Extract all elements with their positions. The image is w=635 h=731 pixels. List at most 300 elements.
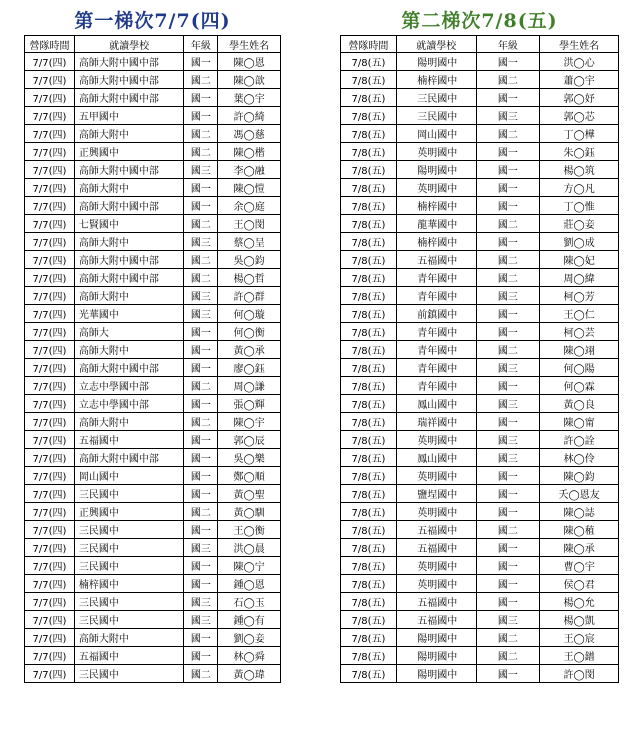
grade-cell: 國一	[476, 323, 540, 341]
table-row	[341, 179, 619, 197]
student-name-cell: 黃◯瑋	[218, 665, 281, 683]
school-cell: 正興國中	[74, 143, 184, 161]
grade-cell: 國一	[476, 665, 540, 683]
header-camp-time: 營隊時間	[341, 36, 397, 53]
school-cell: 高師大附中	[74, 629, 184, 647]
school-cell: 陽明國中	[396, 665, 476, 683]
table-row	[341, 521, 619, 539]
school-cell: 青年國中	[396, 323, 476, 341]
grade-cell: 國三	[184, 305, 218, 323]
school-cell: 高師大附中國中部	[74, 53, 184, 71]
school-cell: 高師大	[74, 323, 184, 341]
camp-time-cell: 7/7(四)	[25, 611, 75, 629]
camp-time-cell: 7/7(四)	[25, 521, 75, 539]
header-camp-time: 營隊時間	[25, 36, 75, 53]
camp-time-cell: 7/8(五)	[341, 269, 397, 287]
camp-time-cell: 7/7(四)	[25, 143, 75, 161]
school-cell: 鹽埕國中	[396, 485, 476, 503]
table-row	[341, 269, 619, 287]
student-name-cell: 陳◯歆	[218, 71, 281, 89]
school-cell: 青年國中	[396, 341, 476, 359]
school-cell: 高師大附中	[74, 287, 184, 305]
school-cell: 英明國中	[396, 467, 476, 485]
grade-cell: 國二	[184, 269, 218, 287]
table-row	[25, 71, 281, 89]
header-grade: 年級	[184, 36, 218, 53]
grade-cell: 國一	[476, 467, 540, 485]
camp-time-cell: 7/8(五)	[341, 107, 397, 125]
table-row	[341, 71, 619, 89]
grade-cell: 國二	[476, 521, 540, 539]
school-cell: 高師大附中國中部	[74, 161, 184, 179]
camp-time-cell: 7/7(四)	[25, 629, 75, 647]
student-name-cell: 林◯伶	[540, 449, 619, 467]
school-cell: 五福國中	[396, 539, 476, 557]
camp-time-cell: 7/8(五)	[341, 359, 397, 377]
camp-time-cell: 7/8(五)	[341, 395, 397, 413]
table-row	[341, 143, 619, 161]
table-row	[341, 197, 619, 215]
student-name-cell: 陳◯宇	[218, 413, 281, 431]
school-cell: 三民國中	[396, 89, 476, 107]
student-name-cell: 劉◯成	[540, 233, 619, 251]
grade-cell: 國一	[184, 467, 218, 485]
school-cell: 陽明國中	[396, 161, 476, 179]
student-name-cell: 馮◯慈	[218, 125, 281, 143]
school-cell: 三民國中	[74, 593, 184, 611]
school-cell: 三民國中	[74, 485, 184, 503]
student-name-cell: 王◯閔	[218, 215, 281, 233]
table-row	[25, 539, 281, 557]
student-name-cell: 張◯輝	[218, 395, 281, 413]
school-cell: 英明國中	[396, 431, 476, 449]
student-name-cell: 石◯玉	[218, 593, 281, 611]
grade-cell: 國二	[476, 269, 540, 287]
student-name-cell: 周◯緯	[540, 269, 619, 287]
table-row	[25, 431, 281, 449]
student-name-cell: 王◯宸	[540, 629, 619, 647]
student-name-cell: 丁◯惟	[540, 197, 619, 215]
table-row	[341, 233, 619, 251]
school-cell: 高師大附中國中部	[74, 251, 184, 269]
camp-time-cell: 7/7(四)	[25, 233, 75, 251]
camp-time-cell: 7/7(四)	[25, 89, 75, 107]
table-row	[341, 251, 619, 269]
grade-cell: 國三	[476, 395, 540, 413]
camp-time-cell: 7/8(五)	[341, 305, 397, 323]
header-school: 就讀學校	[74, 36, 184, 53]
camp-time-cell: 7/8(五)	[341, 341, 397, 359]
grade-cell: 國二	[476, 251, 540, 269]
school-cell: 五福國中	[396, 611, 476, 629]
camp-time-cell: 7/7(四)	[25, 161, 75, 179]
table-row	[341, 89, 619, 107]
grade-cell: 國一	[184, 323, 218, 341]
grade-cell: 國一	[476, 413, 540, 431]
camp-time-cell: 7/8(五)	[341, 629, 397, 647]
camp-time-cell: 7/7(四)	[25, 539, 75, 557]
table-row	[341, 467, 619, 485]
table-row	[341, 341, 619, 359]
camp-time-cell: 7/7(四)	[25, 305, 75, 323]
table-row	[341, 575, 619, 593]
school-cell: 高師大附中國中部	[74, 71, 184, 89]
school-cell: 岡山國中	[74, 467, 184, 485]
school-cell: 前鎮國中	[396, 305, 476, 323]
table-row	[25, 377, 281, 395]
school-cell: 陽明國中	[396, 53, 476, 71]
table-row	[341, 395, 619, 413]
grade-cell: 國三	[184, 233, 218, 251]
camp-time-cell: 7/7(四)	[25, 215, 75, 233]
camp-time-cell: 7/8(五)	[341, 539, 397, 557]
camp-time-cell: 7/8(五)	[341, 377, 397, 395]
student-name-cell: 黃◯良	[540, 395, 619, 413]
student-name-cell: 柯◯芸	[540, 323, 619, 341]
student-name-cell: 夭◯恩友	[540, 485, 619, 503]
camp-time-cell: 7/7(四)	[25, 287, 75, 305]
table-row	[25, 521, 281, 539]
student-name-cell: 李◯融	[218, 161, 281, 179]
table-row	[341, 305, 619, 323]
camp-time-cell: 7/8(五)	[341, 665, 397, 683]
grade-cell: 國二	[184, 71, 218, 89]
table-row	[341, 503, 619, 521]
grade-cell: 國一	[184, 179, 218, 197]
table-row	[25, 665, 281, 683]
camp-time-cell: 7/8(五)	[341, 125, 397, 143]
header-school: 就讀學校	[396, 36, 476, 53]
school-cell: 五福國中	[396, 593, 476, 611]
header-grade: 年級	[476, 36, 540, 53]
student-name-cell: 陳◯愷	[218, 179, 281, 197]
table-row	[341, 125, 619, 143]
camp-time-cell: 7/8(五)	[341, 323, 397, 341]
table-row	[341, 629, 619, 647]
school-cell: 三民國中	[74, 521, 184, 539]
school-cell: 五福國中	[74, 431, 184, 449]
table-row	[25, 503, 281, 521]
school-cell: 高師大附中	[74, 179, 184, 197]
student-name-cell: 莊◯妾	[540, 215, 619, 233]
table-row	[25, 611, 281, 629]
grade-cell: 國二	[184, 125, 218, 143]
batch-2-section	[340, 8, 619, 683]
camp-time-cell: 7/8(五)	[341, 485, 397, 503]
table-row	[25, 629, 281, 647]
student-name-cell: 陳◯稙	[540, 521, 619, 539]
grade-cell: 國一	[476, 575, 540, 593]
student-name-cell: 陳◯鈞	[540, 467, 619, 485]
batch-2-table	[340, 35, 619, 683]
table-header-row	[341, 36, 619, 53]
school-cell: 英明國中	[396, 503, 476, 521]
grade-cell: 國一	[184, 197, 218, 215]
student-name-cell: 侯◯君	[540, 575, 619, 593]
grade-cell: 國三	[476, 611, 540, 629]
camp-time-cell: 7/7(四)	[25, 485, 75, 503]
table-row	[341, 53, 619, 71]
camp-time-cell: 7/7(四)	[25, 377, 75, 395]
table-row	[25, 197, 281, 215]
batch-1-table	[24, 35, 281, 683]
student-name-cell: 黃◯聖	[218, 485, 281, 503]
student-name-cell: 王◯仁	[540, 305, 619, 323]
school-cell: 高師大附中	[74, 125, 184, 143]
grade-cell: 國一	[184, 575, 218, 593]
batch-2-title: 第二梯次7/8(五)	[401, 10, 558, 32]
school-cell: 光華國中	[74, 305, 184, 323]
table-row	[25, 557, 281, 575]
grade-cell: 國一	[476, 593, 540, 611]
school-cell: 青年國中	[396, 359, 476, 377]
grade-cell: 國一	[476, 503, 540, 521]
camp-time-cell: 7/8(五)	[341, 449, 397, 467]
school-cell: 英明國中	[396, 179, 476, 197]
grade-cell: 國二	[184, 665, 218, 683]
camp-time-cell: 7/8(五)	[341, 593, 397, 611]
grade-cell: 國三	[184, 539, 218, 557]
table-row	[341, 161, 619, 179]
student-name-cell: 黃◯承	[218, 341, 281, 359]
student-name-cell: 洪◯晨	[218, 539, 281, 557]
student-name-cell: 許◯群	[218, 287, 281, 305]
table-header-row	[25, 36, 281, 53]
camp-time-cell: 7/8(五)	[341, 71, 397, 89]
school-cell: 楠梓國中	[74, 575, 184, 593]
camp-time-cell: 7/8(五)	[341, 575, 397, 593]
camp-time-cell: 7/8(五)	[341, 431, 397, 449]
table-row	[25, 575, 281, 593]
camp-time-cell: 7/7(四)	[25, 125, 75, 143]
camp-time-cell: 7/8(五)	[341, 143, 397, 161]
student-name-cell: 王◯鐠	[540, 647, 619, 665]
student-name-cell: 陳◯恩	[218, 53, 281, 71]
camp-time-cell: 7/7(四)	[25, 179, 75, 197]
grade-cell: 國一	[184, 395, 218, 413]
table-row	[341, 287, 619, 305]
student-name-cell: 許◯詮	[540, 431, 619, 449]
school-cell: 七賢國中	[74, 215, 184, 233]
grade-cell: 國一	[476, 485, 540, 503]
grade-cell: 國二	[476, 215, 540, 233]
camp-time-cell: 7/8(五)	[341, 233, 397, 251]
student-name-cell: 陳◯甯	[540, 413, 619, 431]
camp-time-cell: 7/7(四)	[25, 503, 75, 521]
table-row	[341, 485, 619, 503]
school-cell: 三民國中	[74, 611, 184, 629]
student-name-cell: 蔡◯呈	[218, 233, 281, 251]
grade-cell: 國二	[476, 629, 540, 647]
batch-1-section	[24, 8, 281, 683]
camp-time-cell: 7/8(五)	[341, 197, 397, 215]
table-row	[25, 395, 281, 413]
school-cell: 正興國中	[74, 503, 184, 521]
grade-cell: 國三	[476, 287, 540, 305]
table-row	[25, 341, 281, 359]
camp-time-cell: 7/7(四)	[25, 665, 75, 683]
student-name-cell: 陳◯妃	[540, 251, 619, 269]
camp-time-cell: 7/8(五)	[341, 161, 397, 179]
grade-cell: 國一	[184, 449, 218, 467]
student-name-cell: 洪◯心	[540, 53, 619, 71]
student-name-cell: 鍾◯恩	[218, 575, 281, 593]
camp-time-cell: 7/7(四)	[25, 449, 75, 467]
student-name-cell: 丁◯樺	[540, 125, 619, 143]
school-cell: 鳳山國中	[396, 395, 476, 413]
student-name-cell: 楊◯允	[540, 593, 619, 611]
school-cell: 立志中學國中部	[74, 377, 184, 395]
camp-time-cell: 7/7(四)	[25, 647, 75, 665]
grade-cell: 國一	[476, 143, 540, 161]
camp-time-cell: 7/7(四)	[25, 251, 75, 269]
student-name-cell: 余◯庭	[218, 197, 281, 215]
student-name-cell: 王◯衡	[218, 521, 281, 539]
school-cell: 青年國中	[396, 287, 476, 305]
school-cell: 鳳山國中	[396, 449, 476, 467]
grade-cell: 國一	[184, 107, 218, 125]
table-row	[25, 359, 281, 377]
camp-time-cell: 7/7(四)	[25, 395, 75, 413]
table-row	[341, 359, 619, 377]
school-cell: 龍華國中	[396, 215, 476, 233]
student-name-cell: 陳◯宁	[218, 557, 281, 575]
grade-cell: 國一	[476, 539, 540, 557]
school-cell: 陽明國中	[396, 647, 476, 665]
student-name-cell: 蕭◯宇	[540, 71, 619, 89]
student-name-cell: 楊◯哲	[218, 269, 281, 287]
grade-cell: 國一	[476, 179, 540, 197]
school-cell: 三民國中	[74, 665, 184, 683]
school-cell: 楠梓國中	[396, 71, 476, 89]
table-row	[25, 251, 281, 269]
table-row	[341, 449, 619, 467]
header-student-name: 學生姓名	[218, 36, 281, 53]
school-cell: 岡山國中	[396, 125, 476, 143]
school-cell: 英明國中	[396, 575, 476, 593]
grade-cell: 國一	[184, 89, 218, 107]
table-row	[341, 611, 619, 629]
student-name-cell: 何◯衡	[218, 323, 281, 341]
student-name-cell: 吳◯鈞	[218, 251, 281, 269]
table-row	[25, 413, 281, 431]
grade-cell: 國二	[476, 341, 540, 359]
grade-cell: 國三	[184, 287, 218, 305]
grade-cell: 國一	[184, 521, 218, 539]
camp-time-cell: 7/7(四)	[25, 557, 75, 575]
school-cell: 三民國中	[396, 107, 476, 125]
table-row	[341, 539, 619, 557]
school-cell: 高師大附中	[74, 413, 184, 431]
student-name-cell: 陳◯楷	[218, 143, 281, 161]
student-name-cell: 林◯舜	[218, 647, 281, 665]
camp-time-cell: 7/7(四)	[25, 593, 75, 611]
school-cell: 陽明國中	[396, 629, 476, 647]
grade-cell: 國一	[184, 485, 218, 503]
table-row	[25, 287, 281, 305]
grade-cell: 國二	[184, 251, 218, 269]
camp-time-cell: 7/8(五)	[341, 467, 397, 485]
grade-cell: 國一	[476, 197, 540, 215]
student-name-cell: 周◯謙	[218, 377, 281, 395]
student-name-cell: 方◯凡	[540, 179, 619, 197]
grade-cell: 國一	[184, 557, 218, 575]
table-row	[341, 665, 619, 683]
school-cell: 高師大附中國中部	[74, 269, 184, 287]
grade-cell: 國三	[476, 107, 540, 125]
camp-time-cell: 7/7(四)	[25, 269, 75, 287]
table-row	[25, 467, 281, 485]
table-row	[25, 53, 281, 71]
grade-cell: 國三	[184, 161, 218, 179]
grade-cell: 國二	[476, 71, 540, 89]
grade-cell: 國一	[476, 557, 540, 575]
grade-cell: 國一	[476, 53, 540, 71]
student-name-cell: 鍾◯有	[218, 611, 281, 629]
table-row	[341, 413, 619, 431]
grade-cell: 國二	[476, 647, 540, 665]
table-row	[25, 89, 281, 107]
student-name-cell: 朱◯鈺	[540, 143, 619, 161]
table-row	[341, 215, 619, 233]
table-row	[25, 593, 281, 611]
student-name-cell: 鄭◯順	[218, 467, 281, 485]
table-row	[25, 107, 281, 125]
table-row	[25, 143, 281, 161]
grade-cell: 國一	[184, 647, 218, 665]
batch-1-title: 第一梯次7/7(四)	[74, 10, 231, 32]
camp-time-cell: 7/8(五)	[341, 179, 397, 197]
table-row	[25, 179, 281, 197]
camp-time-cell: 7/7(四)	[25, 467, 75, 485]
grade-cell: 國二	[184, 503, 218, 521]
table-row	[341, 377, 619, 395]
camp-time-cell: 7/8(五)	[341, 521, 397, 539]
grade-cell: 國一	[184, 431, 218, 449]
student-name-cell: 何◯陽	[540, 359, 619, 377]
grade-cell: 國三	[184, 611, 218, 629]
table-row	[341, 647, 619, 665]
camp-time-cell: 7/8(五)	[341, 251, 397, 269]
student-name-cell: 何◯霖	[540, 377, 619, 395]
school-cell: 青年國中	[396, 377, 476, 395]
table-row	[341, 557, 619, 575]
camp-time-cell: 7/7(四)	[25, 359, 75, 377]
camp-time-cell: 7/7(四)	[25, 71, 75, 89]
camp-time-cell: 7/7(四)	[25, 107, 75, 125]
grade-cell: 國一	[476, 305, 540, 323]
camp-time-cell: 7/7(四)	[25, 53, 75, 71]
table-row	[341, 107, 619, 125]
grade-cell: 國三	[476, 431, 540, 449]
school-cell: 楠梓國中	[396, 197, 476, 215]
school-cell: 高師大附中國中部	[74, 359, 184, 377]
camp-time-cell: 7/8(五)	[341, 53, 397, 71]
student-name-cell: 廖◯鈺	[218, 359, 281, 377]
grade-cell: 國二	[184, 143, 218, 161]
school-cell: 五福國中	[74, 647, 184, 665]
table-row	[25, 305, 281, 323]
table-row	[341, 431, 619, 449]
camp-time-cell: 7/7(四)	[25, 197, 75, 215]
student-name-cell: 楊◯凱	[540, 611, 619, 629]
grade-cell: 國三	[476, 359, 540, 377]
grade-cell: 國一	[476, 89, 540, 107]
grade-cell: 國一	[184, 359, 218, 377]
table-row	[25, 449, 281, 467]
grade-cell: 國三	[476, 449, 540, 467]
camp-time-cell: 7/7(四)	[25, 323, 75, 341]
